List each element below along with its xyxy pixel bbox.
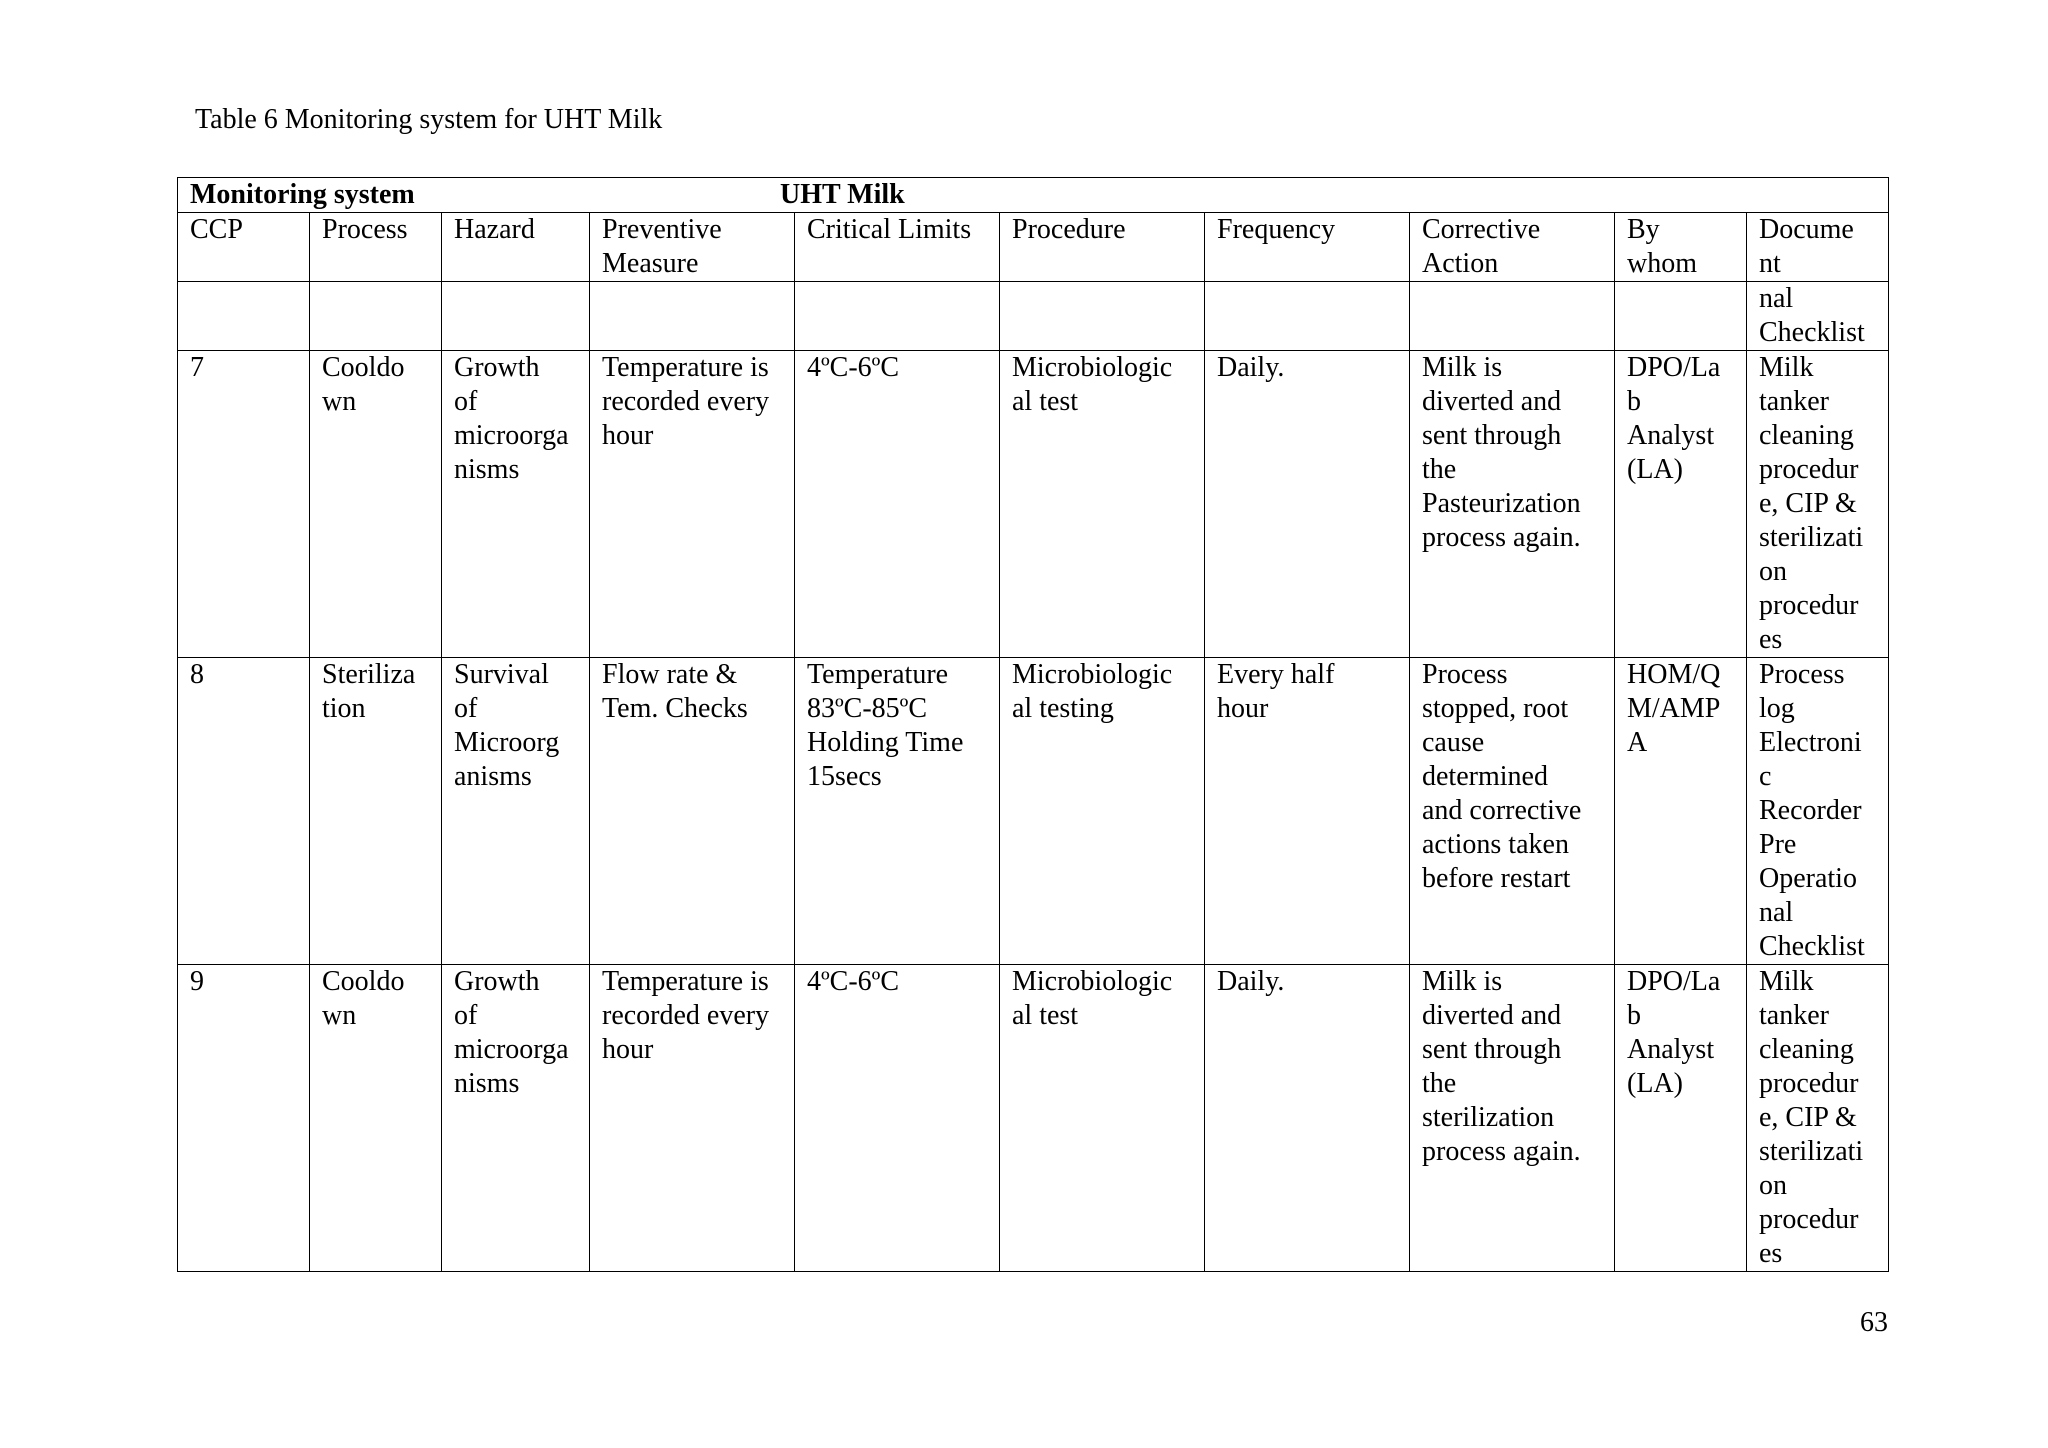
table-row bbox=[178, 282, 1889, 351]
table-cell: Growth of microorga nisms bbox=[442, 351, 590, 658]
table-cell: Every half hour bbox=[1205, 658, 1410, 965]
table-cell: HOM/Q M/AMP A bbox=[1615, 658, 1747, 965]
table-cell: Microbiologic al testing bbox=[1000, 658, 1205, 965]
table-cell: 4ºC-6ºC bbox=[795, 351, 1000, 658]
header-by-whom: By whom bbox=[1615, 213, 1747, 282]
table-cell bbox=[442, 282, 590, 351]
product-label: UHT Milk bbox=[780, 179, 905, 210]
header-critical-limits: Critical Limits bbox=[795, 213, 1000, 282]
table-caption: Table 6 Monitoring system for UHT Milk bbox=[195, 104, 663, 135]
table-cell: 7 bbox=[178, 351, 310, 658]
table-cell: Microbiologic al test bbox=[1000, 351, 1205, 658]
header-process: Process bbox=[310, 213, 442, 282]
header-frequency: Frequency bbox=[1205, 213, 1410, 282]
table-cell: Temperature is recorded every hour bbox=[590, 351, 795, 658]
header-procedure: Procedure bbox=[1000, 213, 1205, 282]
table-cell: Cooldo wn bbox=[310, 965, 442, 1272]
table-cell: Milk is diverted and sent through the sterilization process again. bbox=[1410, 965, 1615, 1272]
table-cell: Growth of microorga nisms bbox=[442, 965, 590, 1272]
table-cell: Milk tanker cleaning procedur e, CIP & sterilizati on procedur es bbox=[1747, 965, 1889, 1272]
table-cell: Daily. bbox=[1205, 965, 1410, 1272]
table-cell: Milk tanker cleaning procedur e, CIP & sterilizati on procedur es bbox=[1747, 351, 1889, 658]
table-cell bbox=[1000, 282, 1205, 351]
table-cell: Temperature is recorded every hour bbox=[590, 965, 795, 1272]
table-cell bbox=[1205, 282, 1410, 351]
header-preventive-measure: Preventive Measure bbox=[590, 213, 795, 282]
table-cell: DPO/La b Analyst (LA) bbox=[1615, 965, 1747, 1272]
table-title-cell bbox=[178, 178, 1889, 213]
table-cell: Microbiologic al test bbox=[1000, 965, 1205, 1272]
table-cell: Milk is diverted and sent through the Pasteurization process again. bbox=[1410, 351, 1615, 658]
table-row bbox=[178, 658, 1889, 965]
header-document: Docume nt bbox=[1747, 213, 1889, 282]
table-cell: Steriliza tion bbox=[310, 658, 442, 965]
table-cell: Process stopped, root cause determined and corrective actions taken before restart bbox=[1410, 658, 1615, 965]
table-cell: Process log Electroni c Recorder Pre Operatio nal Checklist bbox=[1747, 658, 1889, 965]
table-cell bbox=[1410, 282, 1615, 351]
table-cell bbox=[1615, 282, 1747, 351]
table-header-row bbox=[178, 213, 1889, 282]
table-cell: nal Checklist bbox=[1747, 282, 1889, 351]
table-cell: 8 bbox=[178, 658, 310, 965]
table-title-row bbox=[178, 178, 1889, 213]
table-cell bbox=[178, 282, 310, 351]
table-cell: DPO/La b Analyst (LA) bbox=[1615, 351, 1747, 658]
table-cell bbox=[590, 282, 795, 351]
table-cell: Daily. bbox=[1205, 351, 1410, 658]
table-cell: 4ºC-6ºC bbox=[795, 965, 1000, 1272]
monitoring-table bbox=[177, 177, 1889, 1272]
header-ccp: CCP bbox=[178, 213, 310, 282]
table-cell bbox=[795, 282, 1000, 351]
header-hazard: Hazard bbox=[442, 213, 590, 282]
table-cell bbox=[310, 282, 442, 351]
header-corrective-action: Corrective Action bbox=[1410, 213, 1615, 282]
monitoring-system-label: Monitoring system bbox=[190, 179, 415, 210]
table-cell: Cooldo wn bbox=[310, 351, 442, 658]
table-row bbox=[178, 351, 1889, 658]
table-cell: Flow rate & Tem. Checks bbox=[590, 658, 795, 965]
table-cell: 9 bbox=[178, 965, 310, 1272]
table-cell: Survival of Microorg anisms bbox=[442, 658, 590, 965]
table-cell: Temperature 83ºC-85ºC Holding Time 15secs bbox=[795, 658, 1000, 965]
table-row bbox=[178, 965, 1889, 1272]
page-number: 63 bbox=[1860, 1307, 1888, 1338]
